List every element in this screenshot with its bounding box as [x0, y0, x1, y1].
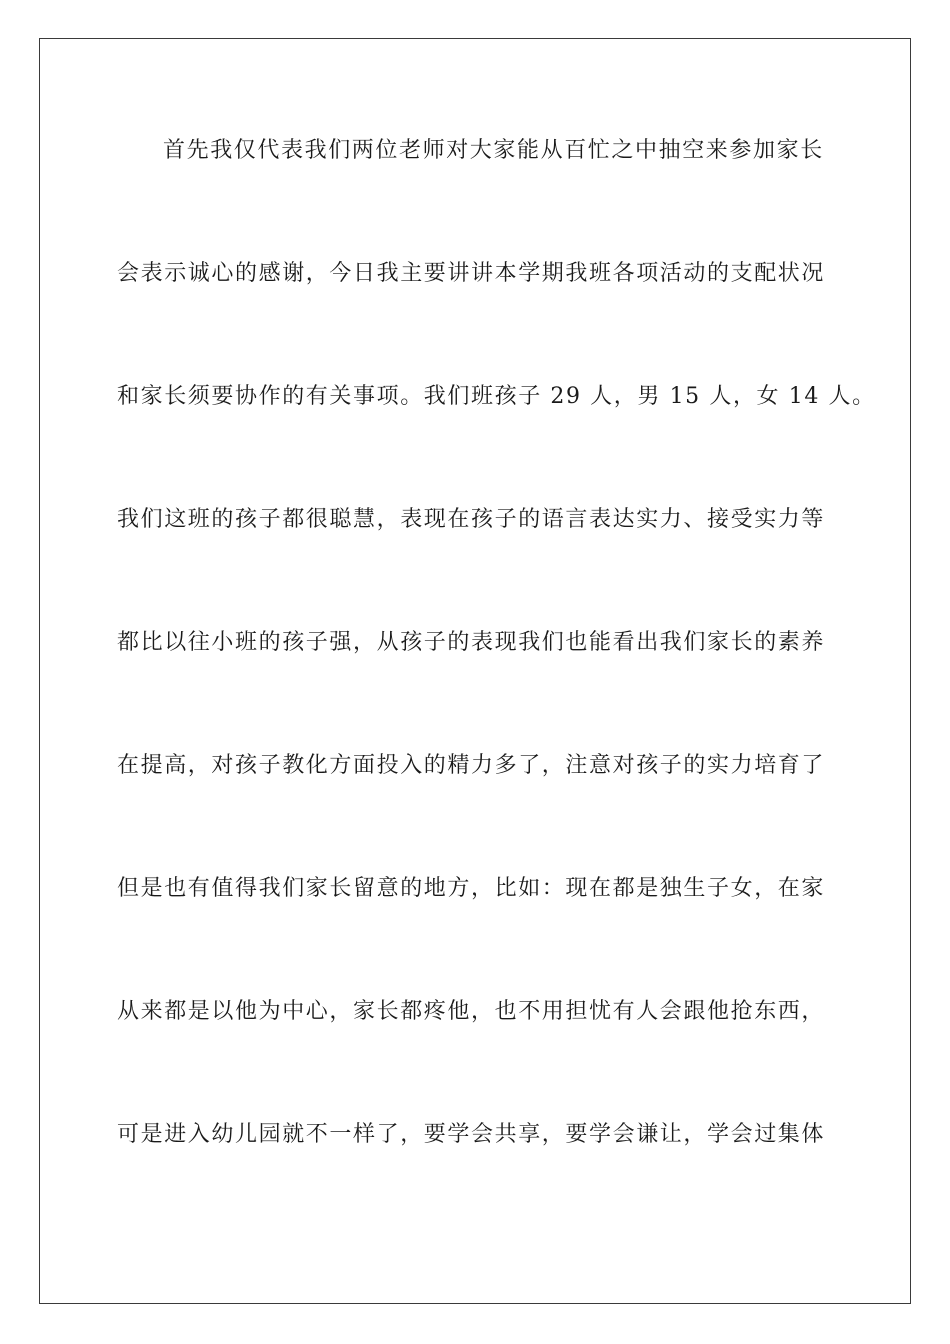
- paragraph-line-3: 和家长须要协作的有关事项。我们班孩子 29 人，男 15 人，女 14 人。: [117, 384, 876, 409]
- paragraph-line-1: 首先我仅代表我们两位老师对大家能从百忙之中抽空来参加家长: [163, 138, 824, 163]
- paragraph-line-4: 我们这班的孩子都很聪慧，表现在孩子的语言表达实力、接受实力等: [117, 507, 826, 532]
- paragraph-line-8: 从来都是以他为中心，家长都疼他，也不用担忧有人会跟他抢东西，: [117, 999, 826, 1024]
- paragraph-line-7: 但是也有值得我们家长留意的地方，比如：现在都是独生子女，在家: [117, 876, 826, 901]
- paragraph-line-5: 都比以往小班的孩子强，从孩子的表现我们也能看出我们家长的素养: [117, 630, 826, 655]
- paragraph-line-2: 会表示诚心的感谢，今日我主要讲讲本学期我班各项活动的支配状况: [117, 261, 826, 286]
- paragraph-line-6: 在提高，对孩子教化方面投入的精力多了，注意对孩子的实力培育了: [117, 753, 826, 778]
- paragraph-line-9: 可是进入幼儿园就不一样了，要学会共享，要学会谦让，学会过集体: [117, 1122, 826, 1147]
